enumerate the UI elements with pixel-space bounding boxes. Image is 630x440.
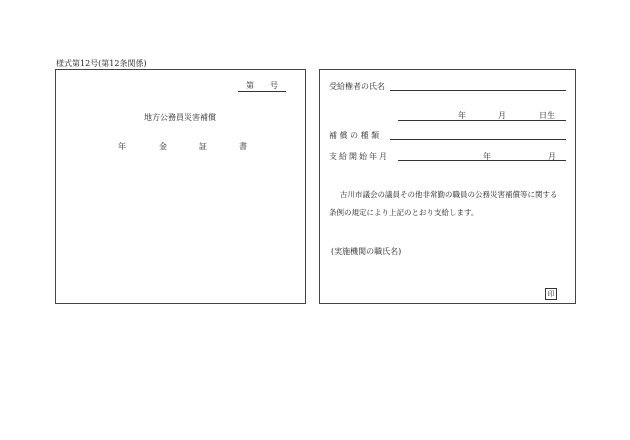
birth-year-label: 年 [458, 111, 466, 120]
seal-icon: 印 [545, 288, 557, 300]
compensation-type-line [390, 139, 566, 140]
payment-year-label: 年 [483, 152, 491, 161]
payment-start-label: 支給開始年月 [329, 152, 389, 161]
certificate-right-panel [319, 69, 576, 304]
cert-char-4: 書 [239, 142, 247, 151]
payment-start-line [398, 160, 566, 161]
form-caption: 様式第12号(第12条関係) [56, 59, 147, 68]
birth-month-label: 月 [498, 111, 506, 120]
compensation-type-label: 補 償 の 種 類 [329, 131, 380, 140]
payment-month-label: 月 [548, 152, 556, 161]
certificate-title: 地方公務員災害補償 [144, 113, 216, 122]
cert-char-1: 年 [118, 142, 126, 151]
cert-char-3: 証 [199, 142, 207, 151]
certificate-number-field [238, 80, 286, 92]
agency-label: (実施機関の職氏名) [331, 247, 402, 256]
number-suffix: 号 [270, 81, 278, 90]
body-text-line-2: 条例の規定により上記のとおり支給します。 [329, 208, 479, 217]
birth-day-label: 日生 [539, 111, 555, 120]
number-prefix: 第 [246, 81, 254, 90]
recipient-name-label: 受給権者の氏名 [329, 82, 385, 91]
recipient-name-line [390, 90, 566, 91]
birth-date-line [398, 120, 566, 121]
certificate-left-panel [55, 69, 306, 304]
body-text-line-1: 古川市議会の議員その他非常勤の職員の公務災害補償等に関する [340, 190, 558, 199]
cert-char-2: 金 [159, 142, 167, 151]
